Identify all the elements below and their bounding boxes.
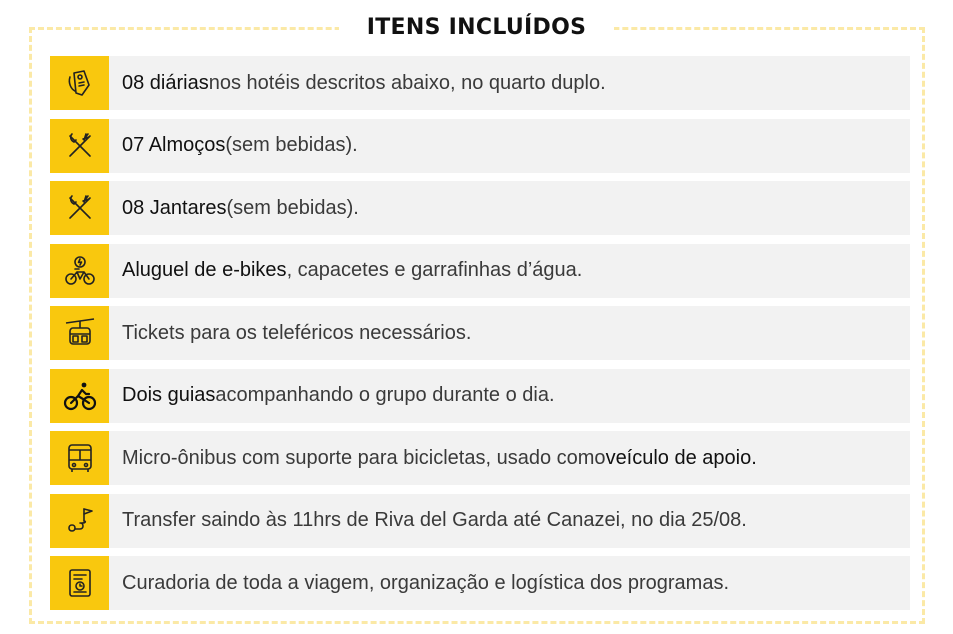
item-text: Dois guias acompanhando o grupo durante o dia. <box>109 369 910 423</box>
section-title: ITENS INCLUÍDOS <box>339 10 614 46</box>
route-icon <box>50 494 109 548</box>
item-text: Transfer saindo às 11hrs de Riva del Garda até Canazei, no dia 25/08. <box>109 494 910 548</box>
bus-icon <box>50 431 109 485</box>
list-item <box>50 244 910 298</box>
item-text: 08 Jantares (sem bebidas). <box>109 181 910 235</box>
planning-icon <box>50 556 109 610</box>
item-text: Curadoria de toda a viagem, organização e logística dos programas. <box>109 556 910 610</box>
list-item <box>50 306 910 360</box>
cyclist-icon <box>50 369 109 423</box>
ebike-icon <box>50 244 109 298</box>
list-item <box>50 431 910 485</box>
item-text: Aluguel de e-bikes , capacetes e garrafinhas d’água. <box>109 244 910 298</box>
item-text: 07 Almoços (sem bebidas). <box>109 119 910 173</box>
list-item <box>50 181 910 235</box>
list-item <box>50 119 910 173</box>
item-text: Tickets para os teleféricos necessários. <box>109 306 910 360</box>
cutlery-icon <box>50 119 109 173</box>
hotel-key-icon <box>50 56 109 110</box>
item-text: Micro-ônibus com suporte para bicicletas, usado como veículo de apoio. <box>109 431 910 485</box>
cutlery-icon <box>50 181 109 235</box>
included-items-list <box>50 56 910 619</box>
list-item <box>50 556 910 610</box>
list-item <box>50 369 910 423</box>
item-text: 08 diárias nos hotéis descritos abaixo, no quarto duplo. <box>109 56 910 110</box>
list-item <box>50 56 910 110</box>
cable-car-icon <box>50 306 109 360</box>
list-item <box>50 494 910 548</box>
